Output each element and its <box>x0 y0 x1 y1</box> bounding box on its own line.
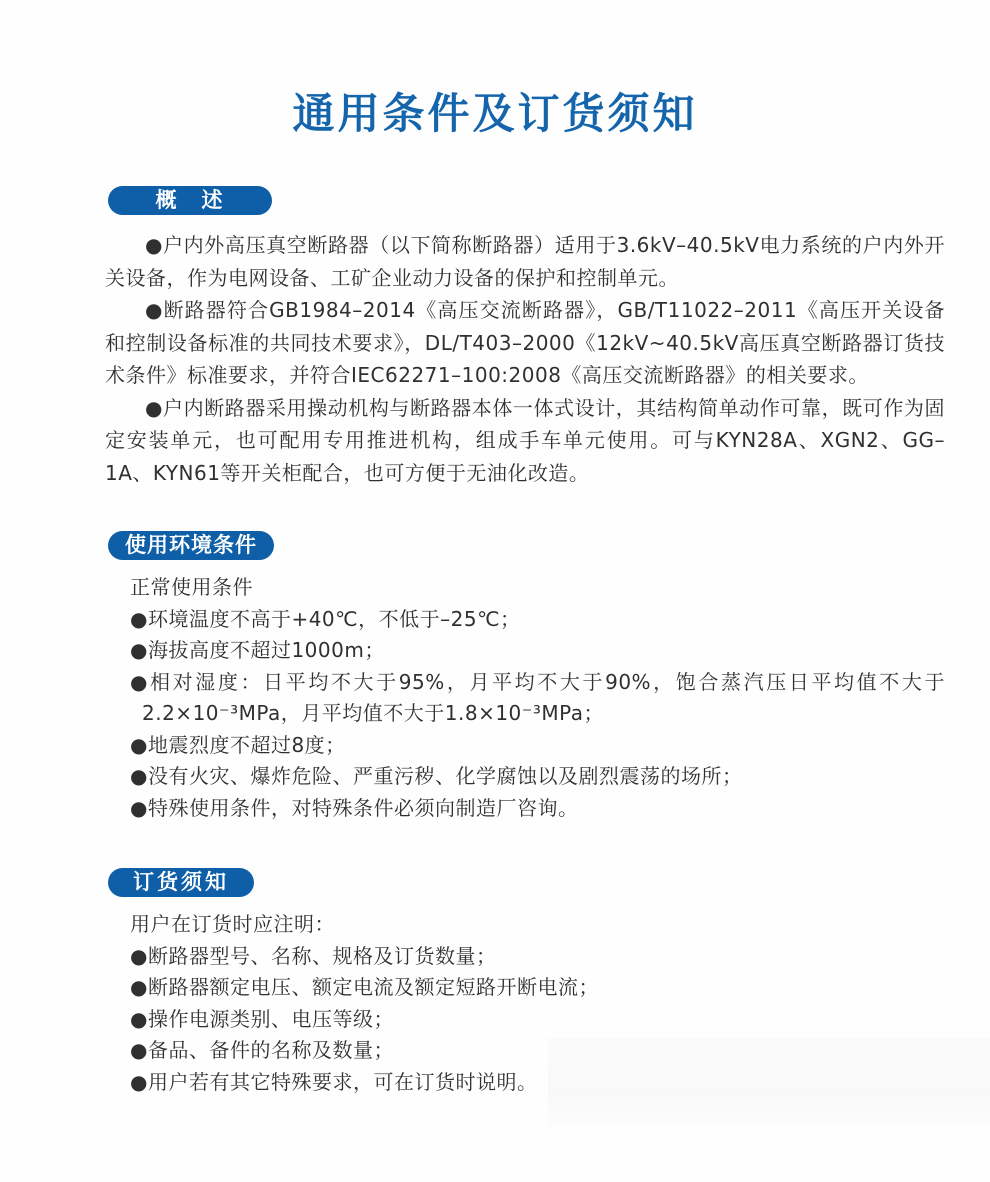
overview-paragraphs <box>105 229 945 489</box>
section-heading-overview: 概 述 <box>108 186 272 215</box>
environment-bullet: ●没有火灾、爆炸危险、严重污秽、化学腐蚀以及剧烈震荡的场所； <box>130 764 743 788</box>
ordering-bullet: ●断路器额定电压、额定电流及额定短路开断电流； <box>130 975 599 999</box>
ordering-bullet: ●用户若有其它特殊要求，可在订货时说明。 <box>130 1069 538 1094</box>
environment-bullet: ●环境温度不高于+40℃，不低于–25℃； <box>130 606 521 631</box>
overview-paragraph: ●户内外高压真空断路器（以下简称断路器）适用于3.6kV–40.5kV电力系统的户内外开关设备，作为电网设备、工矿企业动力设备的保护和控制单元。 <box>105 233 945 290</box>
section-heading-environment: 使用环境条件 <box>108 531 274 560</box>
overview-paragraph: ●户内断路器采用操动机构与断路器本体一体式设计，其结构简单动作可靠，既可作为固定安装单元，也可配用专用推进机构，组成手车单元使用。可与KYN28A、XGN2、GG–1A、KYN61等开关柜配合，也可方便于无油化改造。 <box>105 395 945 485</box>
environment-conditions-list <box>130 572 945 824</box>
ordering-intro: 用户在订货时应注明： <box>130 912 335 936</box>
overview-paragraph: ●断路器符合GB1984–2014《高压交流断路器》，GB/T11022–2011《高压开关设备和控制设备标准的共同技术要求》，DL/T403–2000《12kV~40.5kV高压真空断路器订货技术条件》标准要求，并符合IEC62271–100:2008《高压交流断路器》的相关要求。 <box>105 298 945 387</box>
page-title: 通用条件及订货须知 <box>292 89 698 138</box>
ordering-bullet: ●操作电源类别、电压等级； <box>130 1006 394 1031</box>
section-heading-ordering: 订货须知 <box>108 868 254 897</box>
environment-bullet: ●海拔高度不超过1000m； <box>130 638 385 662</box>
ordering-bullet: ●备品、备件的名称及数量； <box>130 1038 394 1062</box>
environment-bullet: ●地震烈度不超过8度； <box>130 732 346 757</box>
ordering-list <box>130 909 945 1098</box>
ordering-bullet: ●断路器型号、名称、规格及订货数量； <box>130 943 497 968</box>
environment-bullet: ●相对湿度：日平均不大于95%，月平均不大于90%，饱合蒸汽压日平均值不大于2.2×10⁻³MPa，月平均值不大于1.8×10⁻³MPa； <box>130 669 945 725</box>
environment-bullet: ●特殊使用条件，对特殊条件必须向制造厂咨询。 <box>130 795 579 820</box>
environment-intro: 正常使用条件 <box>130 575 253 599</box>
